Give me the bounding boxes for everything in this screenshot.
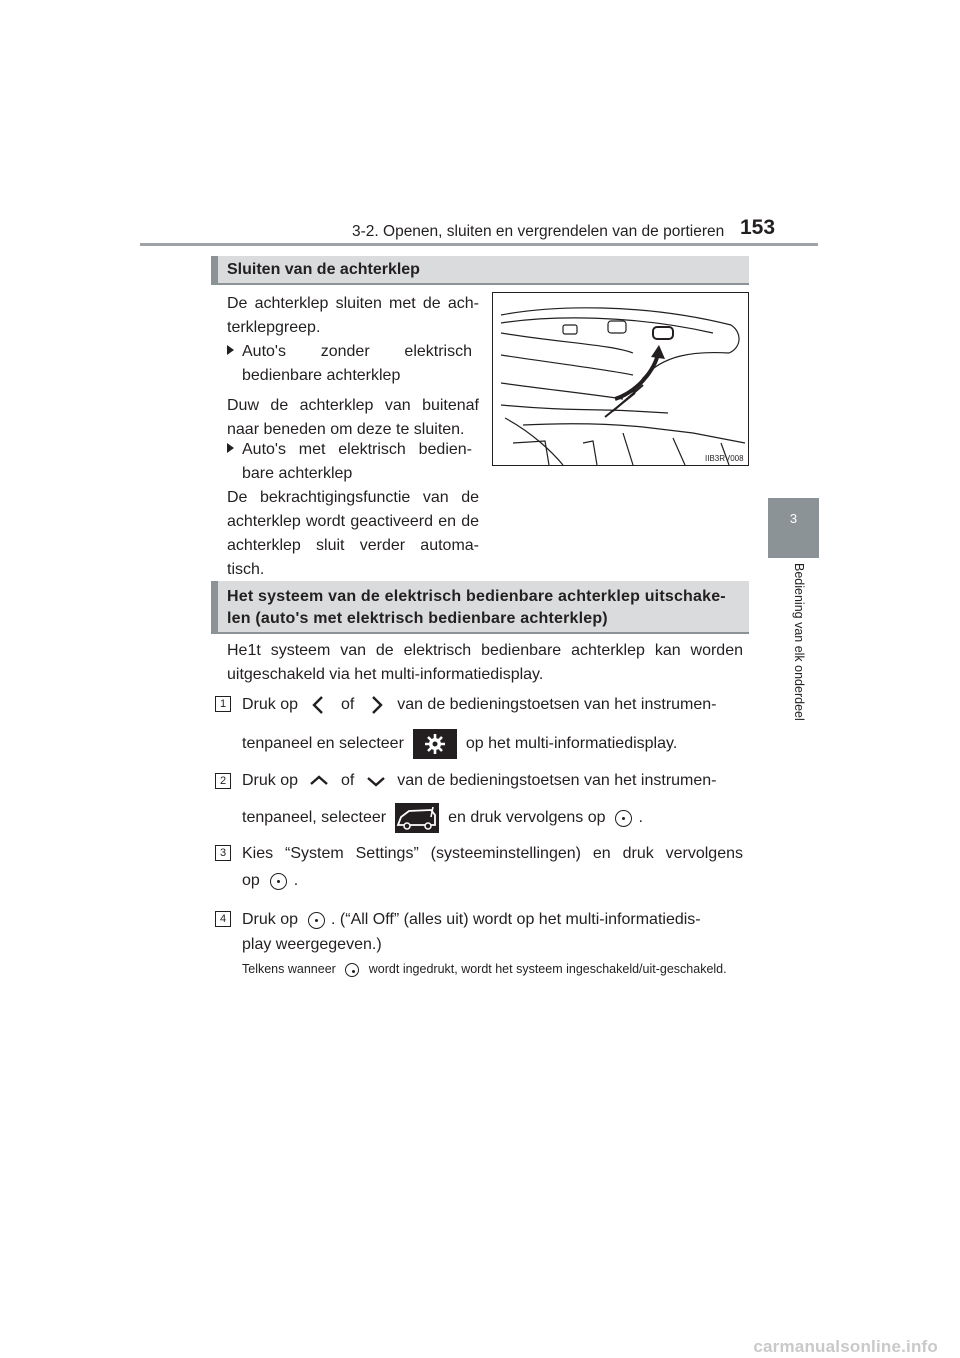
push-down-paragraph: Duw de achterklep van buitenaf naar beneden om deze te sluiten.	[227, 397, 479, 438]
watermark: carmanualsonline.info	[753, 1337, 938, 1356]
chevron-up-icon	[302, 769, 336, 793]
chapter-header: 3-2. Openen, sluiten en vergrendelen van de portieren	[352, 223, 725, 240]
chevron-right-icon	[359, 693, 393, 717]
tailgate-illustration	[492, 292, 749, 466]
section2-intro: He1t systeem van de elektrisch bedienbare achterklep kan worden uitgeschakeld via het multi-informatiedisplay.	[227, 642, 743, 683]
section-heading-line1: Het systeem van de elektrisch bedienbare achterklep uitschake-	[227, 588, 726, 605]
step-number-4: 4	[215, 911, 231, 927]
ok-button-icon	[270, 873, 287, 890]
ok-button-icon	[345, 963, 359, 977]
header-rule	[140, 243, 818, 246]
bullet-triangle-icon	[227, 345, 234, 355]
ok-button-icon	[308, 912, 325, 929]
note-paragraph: Telkens wanneer wordt ingedrukt, wordt het systeem ingeschakeld/uit-geschakeld.	[242, 962, 727, 976]
section-heading-line2: len (auto's met elektrisch bedienbare achterklep)	[227, 609, 608, 627]
step-2-line2: tenpaneel, selecteer en druk vervolgens op .	[242, 803, 743, 833]
tailgate-drawing	[493, 293, 748, 465]
intro-paragraph: De achterklep sluiten met de ach-terklepgreep.	[227, 295, 479, 336]
chapter-tab: 3	[768, 498, 819, 558]
step-number-3: 3	[215, 845, 231, 861]
step-1-line2: tenpaneel en selecteer op het multi-informatiedisplay.	[242, 729, 743, 759]
section-heading-closing-tailgate: Sluiten van de achterklep	[211, 256, 749, 285]
bullet-with-power-tailgate: Auto's met elektrisch bedien-bare achterklep	[227, 438, 479, 486]
vehicle-settings-icon	[395, 803, 439, 833]
step-3-line1: Kies “System Settings” (systeeminstellingen) en druk vervolgens	[242, 845, 743, 862]
step-4-line2: play weergegeven.)	[242, 936, 382, 953]
settings-gear-icon	[413, 729, 457, 759]
ok-button-icon	[615, 810, 632, 827]
chevron-left-icon	[302, 693, 336, 717]
step-2-line1: Druk op of van de bedieningstoetsen van het instrumen-	[242, 769, 743, 793]
bullet-triangle-icon	[227, 443, 234, 453]
chapter-side-label: Bediening van elk onderdeel	[792, 563, 806, 721]
step-number-1: 1	[215, 696, 231, 712]
section-heading-disable-power-tailgate	[211, 581, 749, 634]
power-close-paragraph: De bekrachtigingsfunctie van de achterklep wordt geactiveerd en de achterklep sluit verder automa-tisch.	[227, 489, 479, 578]
step-4-line1: Druk op . (“All Off” (alles uit) wordt op het multi-informatiedis-	[242, 911, 701, 928]
step-3-line2: op .	[242, 872, 299, 889]
page-number: 153	[740, 216, 776, 239]
illustration-code: IIB3RV008	[705, 454, 744, 463]
step-number-2: 2	[215, 773, 231, 789]
bullet-without-power-tailgate: Auto's zonder elektrisch bedienbare achterklep	[227, 340, 479, 388]
chevron-down-icon	[359, 769, 393, 793]
step-1-line1: Druk op of van de bedieningstoetsen van het instrumen-	[242, 693, 743, 717]
